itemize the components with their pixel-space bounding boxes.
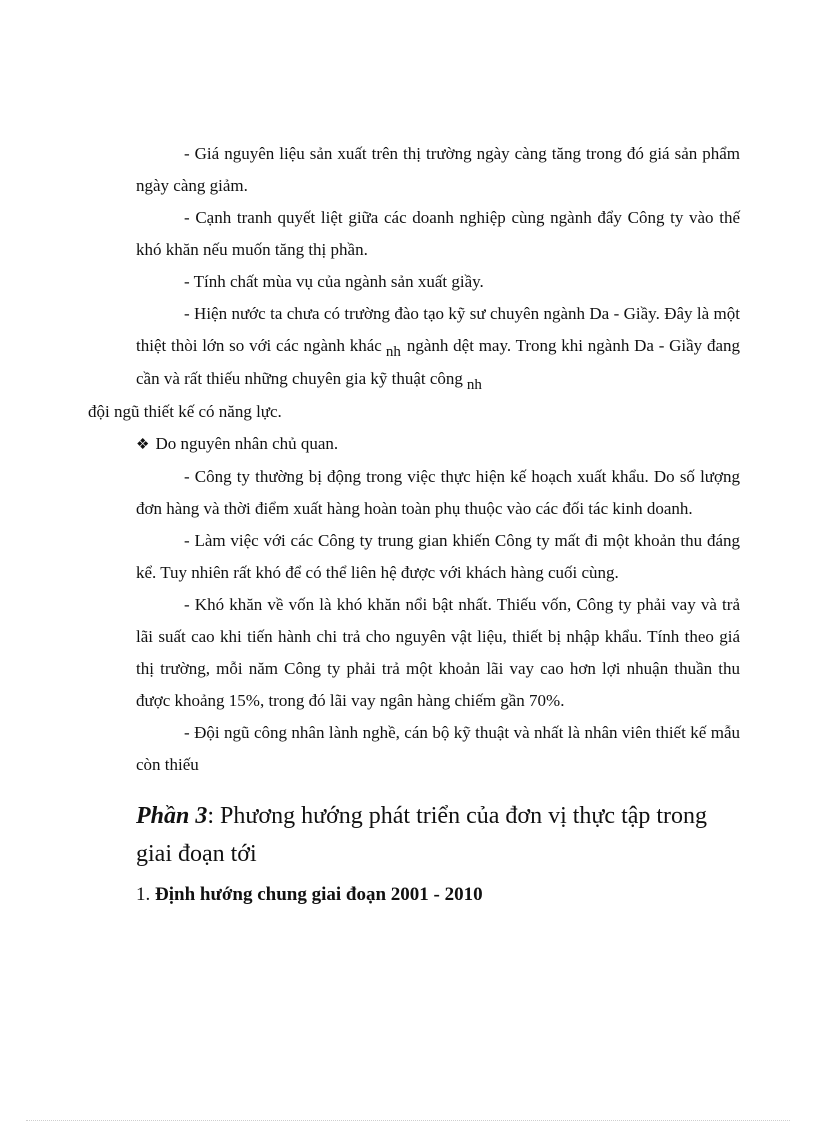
subsection-title: Định hướng chung giai đoạn 2001 - 2010	[155, 884, 483, 905]
paragraph-export-plan: - Công ty thường bị động trong việc thực hiện kế hoạch xuất khẩu. Do số lượng đơn hàng và thời điểm xuất hàng hoàn toàn phụ thuộc vào các đối tác kinh doanh.	[136, 467, 740, 518]
section-heading-part: Phần 3	[136, 803, 208, 829]
paragraph-training-part3: đội ngũ thiết kế có năng lực.	[88, 402, 282, 421]
paragraph-workforce: - Đội ngũ công nhân lành nghề, cán bộ kỹ thuật và nhất là nhân viên thiết kế mẫu còn thiếu	[136, 723, 740, 774]
section-heading	[136, 797, 740, 873]
subsection-number: 1.	[136, 884, 155, 905]
paragraph-intermediaries: - Làm việc với các Công ty trung gian khiến Công ty mất đi một khoản thu đáng kể. Tuy nhiên rất khó để có thể liên hệ được với khách hàng cuối cùng.	[136, 531, 740, 582]
subscript-note-1: nh	[385, 344, 401, 360]
paragraph-competition: - Cạnh tranh quyết liệt giữa các doanh nghiệp cùng ngành đẩy Công ty vào thế khó khăn nếu muốn tăng thị phần.	[136, 208, 740, 259]
subsection-heading	[136, 879, 740, 911]
bullet-text: Do nguyên nhân chủ quan.	[155, 434, 339, 453]
subscript-note-2: nh	[466, 377, 482, 393]
paragraph-seasonality: - Tính chất mùa vụ của ngành sản xuất giầy.	[184, 272, 484, 291]
bullet-subjective-causes	[136, 428, 740, 461]
paragraph-capital: - Khó khăn về vốn là khó khăn nổi bật nhất. Thiếu vốn, Công ty phải vay và trả lãi suất cao khi tiến hành chi trả cho nguyên vật liệu, thiết bị nhập khẩu. Tính theo giá thị trường, mỗi năm Công ty phải trả một khoản lãi vay cao hơn lợi nhuận thuần thu được khoảng 15%, trong đó lãi vay ngân hàng chiếm gần 70%.	[136, 595, 740, 710]
paragraph-raw-material: - Giá nguyên liệu sản xuất trên thị trường ngày càng tăng trong đó giá sản phẩm ngày càng giảm.	[136, 144, 740, 195]
paragraph-training-part1: - Hiện nước ta chưa có trường đào tạo kỹ sư chuyên ngành Da - Giầy. Đây là một thiệt thòi lớn so với các ngành khác	[136, 304, 740, 355]
paragraph-training-part2: ngành dệt may. Trong khi ngành Da - Giầy đang cần và rất thiếu những chuyên gia kỹ thuật công	[136, 336, 740, 388]
document-page	[88, 138, 740, 911]
diamond-bullet-icon: ❖	[136, 437, 150, 453]
section-heading-title: : Phương hướng phát triển của đơn vị thực tập trong giai đoạn tới	[136, 803, 708, 867]
page-bottom-rule	[26, 1120, 790, 1121]
paragraph-training	[88, 298, 740, 428]
